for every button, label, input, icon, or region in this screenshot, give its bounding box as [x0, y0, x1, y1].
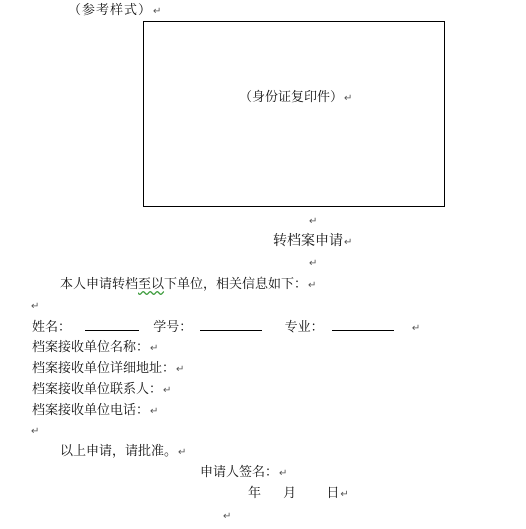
paragraph-mark-icon: ↵: [308, 280, 317, 291]
student-id-blank[interactable]: [200, 318, 262, 331]
paragraph-mark-icon: ↵: [223, 511, 232, 522]
paragraph-mark-icon: ↵: [309, 258, 318, 269]
signature-label: 申请人签名：: [200, 465, 279, 480]
date-month: 月: [283, 486, 297, 501]
document-title-text: 转档案申请: [273, 233, 343, 249]
paragraph-mark-icon: ↵: [344, 237, 353, 248]
paragraph-mark-icon: ↵: [279, 468, 288, 479]
empty-paragraph: [222, 508, 231, 525]
student-info-row: [32, 318, 420, 337]
reference-note-text: （参考样式）: [68, 3, 153, 18]
paragraph-mark-icon: ↵: [178, 447, 187, 458]
closing-paragraph: [60, 444, 186, 461]
paragraph-mark-icon: ↵: [309, 216, 318, 227]
paragraph-mark-icon: ↵: [411, 323, 421, 334]
receiver-unit-address-line: [32, 361, 184, 378]
date-year: 年: [248, 486, 262, 501]
major-label: 专业：: [284, 320, 324, 335]
paragraph-mark-icon: ↵: [344, 93, 353, 104]
intro-text-start: 本人申请转档: [60, 277, 139, 292]
receiver-unit-name-label: 档案接收单位名称：: [32, 340, 150, 355]
empty-paragraph: [30, 298, 39, 315]
paragraph-mark-icon: ↵: [150, 406, 159, 417]
name-blank[interactable]: [85, 318, 139, 331]
date-day: 日: [326, 486, 340, 501]
paragraph-mark-icon: ↵: [150, 343, 159, 354]
name-label: 姓名：: [32, 320, 72, 335]
paragraph-mark-icon: ↵: [31, 426, 40, 437]
intro-text-end: 下单位，相关信息如下：: [164, 277, 308, 292]
receiver-unit-name-line: [32, 340, 158, 357]
signature-line: [200, 465, 287, 482]
receiver-phone-line: [32, 403, 158, 420]
document-title: [273, 233, 352, 251]
empty-paragraph: [308, 213, 317, 230]
id-card-copy-box: [143, 21, 445, 207]
id-box-caption: （身份证复印件）: [239, 90, 344, 105]
empty-paragraph: [30, 423, 39, 440]
receiver-contact-line: [32, 382, 171, 399]
paragraph-mark-icon: ↵: [176, 364, 185, 375]
intro-text-flagged: 至以: [138, 277, 165, 292]
paragraph-mark-icon: ↵: [340, 489, 349, 500]
reference-note: [68, 3, 162, 20]
empty-paragraph: [308, 255, 317, 272]
intro-paragraph: [60, 277, 316, 294]
date-line: [248, 486, 349, 503]
closing-text: 以上申请，请批准。: [60, 444, 178, 459]
paragraph-mark-icon: ↵: [163, 385, 172, 396]
major-blank[interactable]: [332, 318, 394, 331]
id-box-caption-line: [239, 90, 352, 107]
receiver-unit-address-label: 档案接收单位详细地址：: [32, 361, 176, 376]
paragraph-mark-icon: ↵: [153, 6, 163, 17]
receiver-phone-label: 档案接收单位电话：: [32, 403, 150, 418]
paragraph-mark-icon: ↵: [31, 301, 40, 312]
student-id-label: 学号：: [153, 320, 193, 335]
receiver-contact-label: 档案接收单位联系人：: [32, 382, 163, 397]
